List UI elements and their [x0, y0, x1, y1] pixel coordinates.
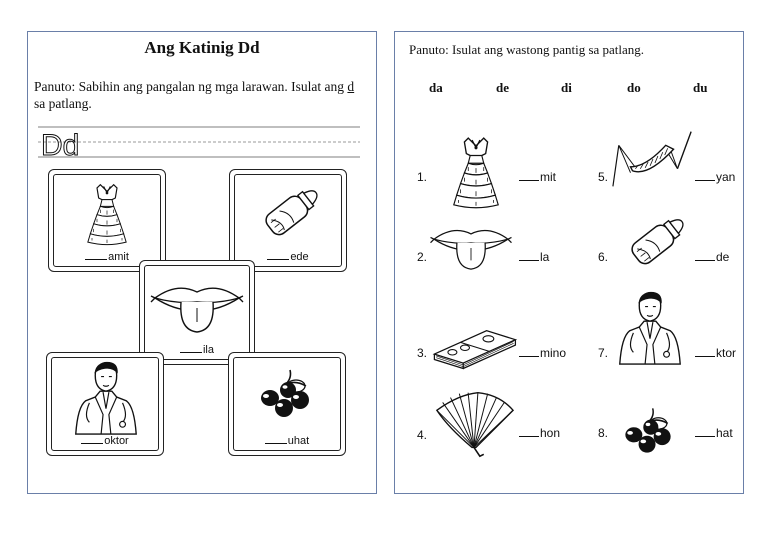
answer-blank-2 — [519, 250, 549, 264]
item-number-7: 7. — [598, 346, 609, 360]
word-la: la — [540, 250, 550, 264]
dress-icon — [447, 132, 505, 210]
word-ila: ila — [202, 344, 214, 356]
picture-frame-tongue — [139, 260, 255, 365]
grapes-icon — [250, 366, 320, 422]
domino-icon — [429, 322, 519, 370]
syllable-de: de — [496, 80, 509, 95]
tongue-icon — [147, 278, 247, 338]
blank-uhat — [228, 435, 346, 447]
syllable-da: da — [429, 80, 443, 95]
answer-blank-1 — [519, 170, 556, 184]
picture-frame-dress — [48, 169, 166, 272]
answer-blank-5 — [695, 170, 735, 184]
tongue-icon — [427, 220, 515, 276]
left-instruction-text-end: sa patlang. — [34, 96, 92, 111]
answer-blank-6 — [695, 250, 729, 264]
answer-blank-3 — [519, 346, 566, 360]
handwriting-guide-lines — [38, 126, 360, 158]
worksheet-title: Ang Katinig Dd — [144, 38, 260, 57]
item-number-6: 6. — [598, 250, 609, 264]
syllable-di: di — [561, 80, 572, 95]
palm-leaf-icon — [429, 388, 517, 458]
dress-icon — [82, 177, 132, 249]
item-number-2: 2. — [417, 250, 428, 264]
word-uhat: uhat — [287, 435, 310, 447]
item-number-4: 4. — [417, 428, 428, 442]
syllable-du: du — [693, 80, 708, 95]
left-instruction-text: Panuto: Sabihin ang pangalan ng mga larawan. Isulat ang — [34, 79, 348, 94]
item-number-8: 8. — [598, 426, 609, 440]
word-hon: hon — [540, 426, 561, 440]
left-instruction-letter: d — [347, 79, 355, 94]
picture-frame-bottle — [229, 169, 347, 272]
answer-blank-8 — [695, 426, 733, 440]
syllable-do: do — [627, 80, 641, 95]
blank-oktor — [46, 435, 164, 447]
baby-bottle-icon — [613, 208, 693, 278]
baby-bottle-icon — [247, 179, 327, 249]
left-worksheet — [27, 31, 377, 494]
picture-frame-doctor — [46, 352, 164, 456]
answer-blank-7 — [695, 346, 736, 360]
item-number-1: 1. — [417, 170, 428, 184]
right-worksheet — [394, 31, 744, 494]
word-ktor: ktor — [716, 346, 737, 360]
word-de: de — [716, 250, 730, 264]
item-number-3: 3. — [417, 346, 428, 360]
letter-sample-dd: Dd — [41, 129, 80, 158]
doctor-icon — [66, 358, 144, 436]
answer-blank-4 — [519, 426, 560, 440]
word-amit: amit — [108, 251, 129, 263]
right-instruction: Panuto: Isulat ang wastong pantig sa patlang. — [409, 42, 645, 57]
picture-frame-grapes — [228, 352, 346, 456]
left-instruction — [34, 78, 364, 112]
word-oktor: oktor — [104, 435, 129, 447]
word-mit: mit — [540, 170, 556, 184]
word-hat: hat — [716, 426, 733, 440]
word-yan: yan — [716, 170, 736, 184]
doctor-icon — [609, 288, 689, 366]
item-number-5: 5. — [598, 170, 609, 184]
grapes-icon — [615, 404, 681, 458]
word-ede: ede — [290, 251, 309, 263]
hammock-icon — [609, 128, 697, 190]
word-mino: mino — [540, 346, 567, 360]
